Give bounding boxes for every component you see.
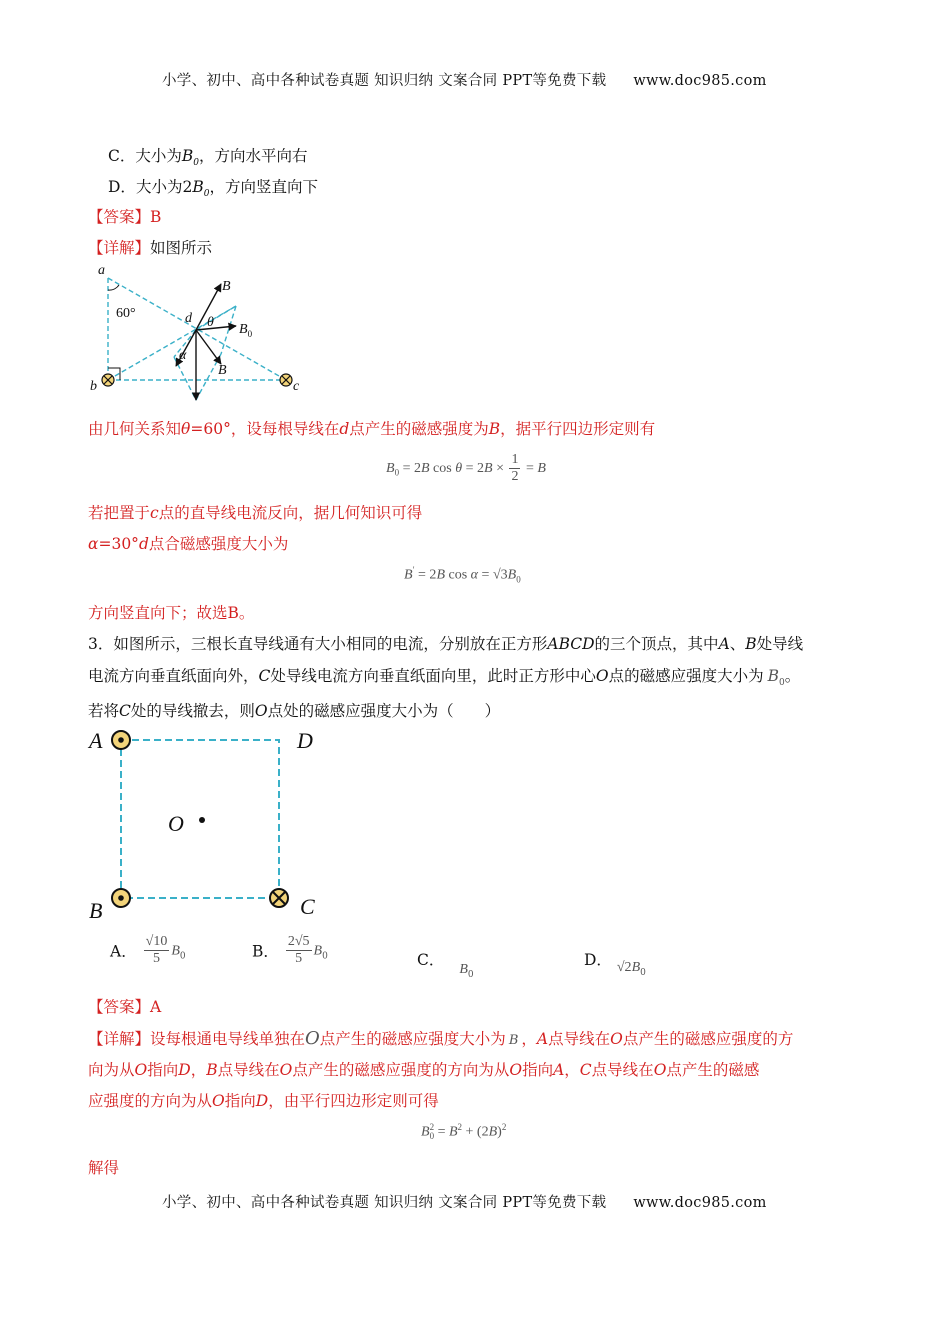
- label-B-bottom: B: [218, 363, 227, 378]
- wire-b-icon: [102, 374, 114, 386]
- option-d-prev: D．大小为$2B_0$，方向竖直向下: [108, 178, 318, 200]
- label-c: c: [293, 379, 300, 394]
- explain-line-3: α=30°d点合磁感强度大小为: [88, 535, 289, 553]
- explain-line-4: 方向竖直向下；故选B。: [88, 604, 255, 622]
- figure-square-wires: [84, 726, 334, 926]
- detail-q3-line-2: 向为从O指向D，B点导线在O点产生的磁感应强度的方向为从O指向A，C点导线在O点产生的磁感: [88, 1061, 760, 1079]
- label-B: B: [89, 898, 103, 923]
- option-a: A． $\frac{√10}{5}$ $B_0$: [110, 934, 186, 967]
- figure-magnetic-vectors: [86, 262, 316, 410]
- solve-label: 解得: [88, 1159, 120, 1177]
- label-60: 60°: [116, 306, 136, 321]
- page-header: [162, 69, 767, 90]
- label-alpha: α: [179, 348, 187, 363]
- footer-text: 小学、初中、高中各种试卷真题 知识归纳 文案合同 PPT等免费下载: [162, 1195, 607, 1211]
- label-D: D: [297, 728, 313, 753]
- q3-line-1: 3．如图所示，三根长直导线通有大小相同的电流，分别放在正方形ABCD的三个顶点，其中A、B处导线: [88, 635, 804, 653]
- equation-3: B 2 0 = $B^2 + (2B)^2$: [421, 1122, 507, 1142]
- label-a: a: [98, 263, 105, 278]
- label-B0: $B_0$: [239, 322, 253, 339]
- label-O: O: [168, 811, 184, 836]
- label-theta: θ: [207, 315, 214, 330]
- label-d: d: [185, 311, 192, 326]
- vector-B0: [196, 326, 236, 330]
- wire-C-in-icon: [270, 889, 288, 907]
- q3-line-3: 若将C处的导线撤去，则O点处的磁感应强度大小为（ ）: [88, 702, 501, 720]
- answer-prev: 【答案】B: [88, 208, 162, 226]
- detail-prev: 【详解】如图所示: [88, 239, 213, 257]
- footer-site: www.doc985.com: [633, 1195, 767, 1211]
- label-b: b: [90, 379, 97, 394]
- option-c-prev: C．大小为$B_0$，方向水平向右: [108, 147, 308, 169]
- option-b: B． $\frac{2√5}{5}$ $B_0$: [252, 934, 328, 967]
- explain-line-2: 若把置于c点的直导线电流反向，据几何知识可得: [88, 504, 423, 522]
- explain-line-1: 由几何关系知θ=60°，设每根导线在d点产生的磁感强度为B，据平行四边形定则有: [88, 420, 656, 438]
- answer-q3: 【答案】A: [88, 998, 162, 1016]
- page-footer: [162, 1191, 767, 1212]
- equation-2: B′ = 2B $\cos \alpha = √3B_0$: [404, 565, 521, 585]
- label-B-top: B: [222, 279, 231, 294]
- wire-c-icon: [280, 374, 292, 386]
- q3-line-2: 电流方向垂直纸面向外，C处导线电流方向垂直纸面向里，此时正方形中心O点的磁感应强度大小为 $B_0$。: [88, 667, 801, 689]
- wire-B-out-icon: [112, 889, 130, 907]
- center-point-O: [199, 817, 205, 823]
- label-C: C: [300, 894, 315, 919]
- option-c: C． $B_0$: [417, 951, 474, 981]
- detail-q3-line-3: 应强度的方向为从O指向D，由平行四边形定则可得: [88, 1092, 439, 1110]
- equation-1: $B_0 = 2B$ cos θ = 2B × $\frac{1}{2}$ = B: [386, 452, 546, 485]
- header-site: www.doc985.com: [633, 73, 767, 89]
- header-text: 小学、初中、高中各种试卷真题 知识归纳 文案合同 PPT等免费下载: [162, 73, 607, 89]
- wire-A-out-icon: [112, 731, 130, 749]
- detail-q3-line-1: 【详解】设每根通电导线单独在O点产生的磁感应强度大小为 B ，A点导线在O点产生的磁感应强度的方: [88, 1028, 794, 1049]
- option-d: D． $√2B_0$: [584, 951, 646, 979]
- label-A: A: [89, 728, 103, 753]
